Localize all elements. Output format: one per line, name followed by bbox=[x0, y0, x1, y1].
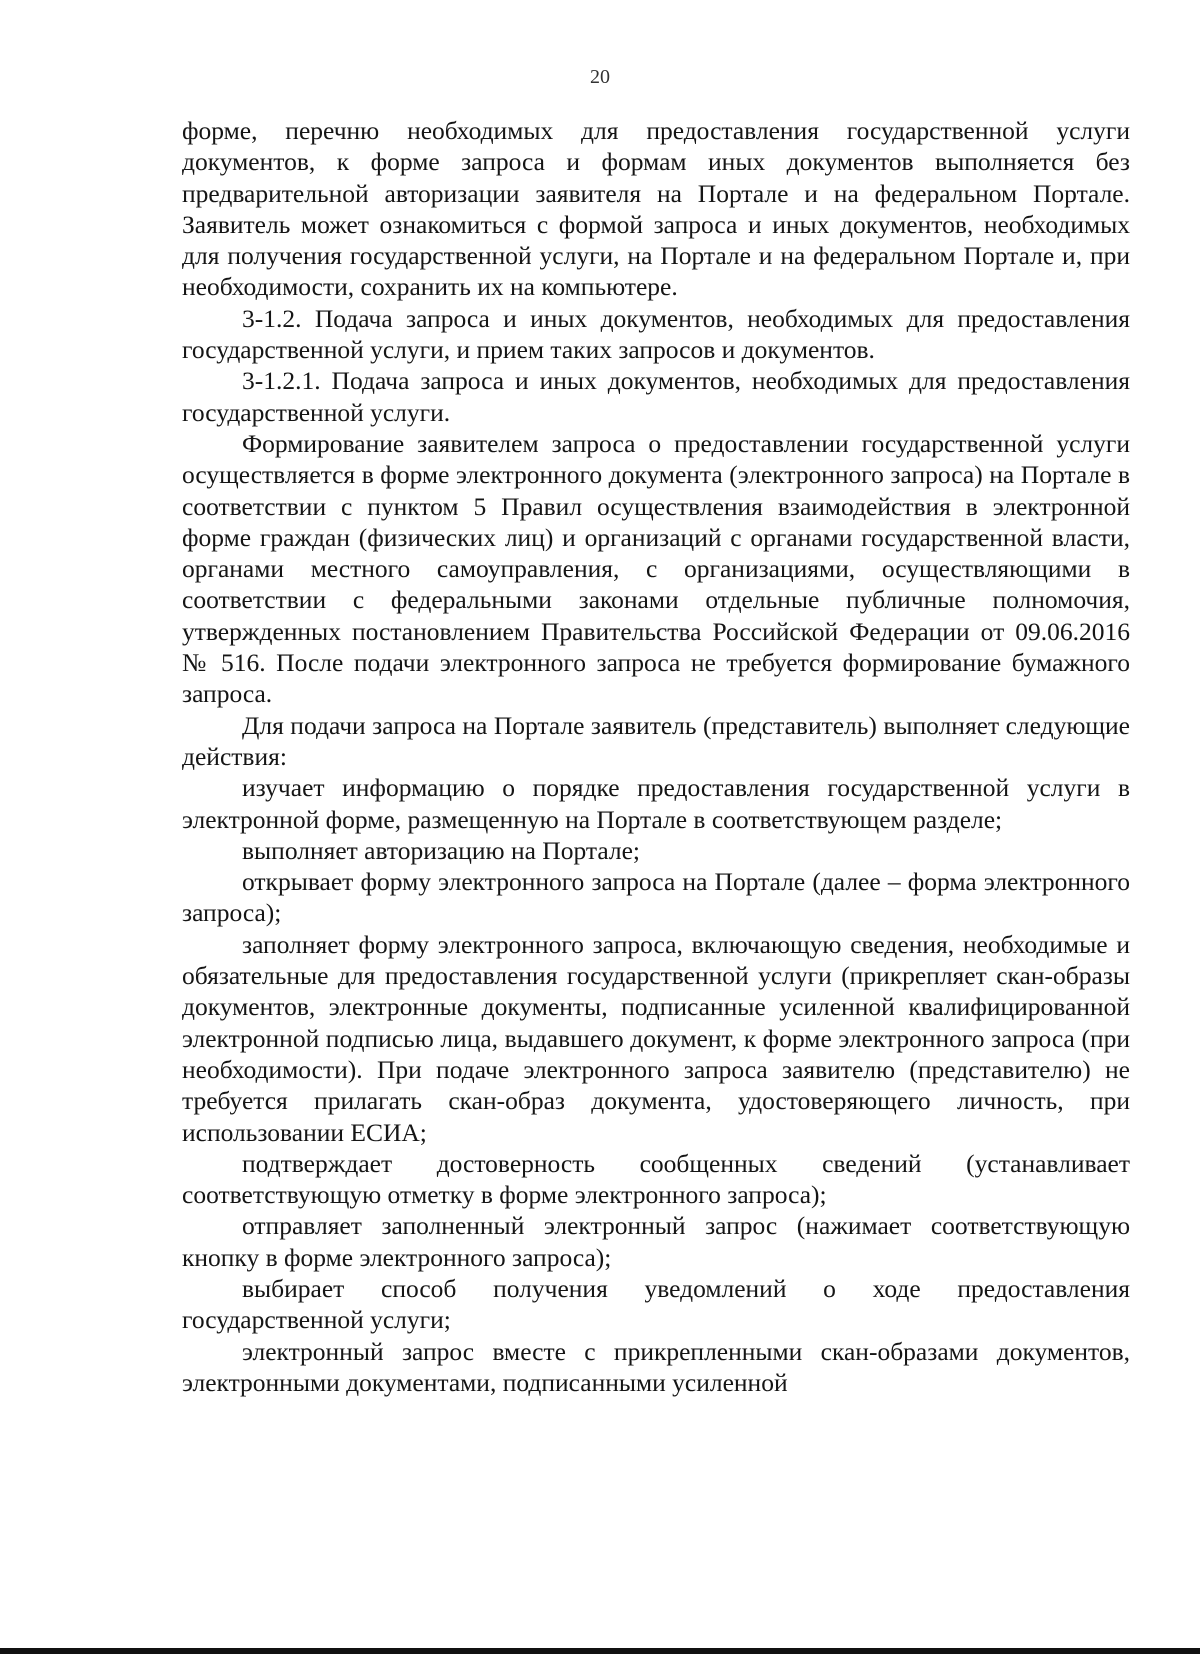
list-item-open-form: открывает форму электронного запроса на Портале (далее – форма электронного запроса); bbox=[182, 867, 1130, 928]
paragraph-section-3-1-2-1: 3-1.2.1. Подача запроса и иных документов, необходимых для предоставления государственной услуги. bbox=[182, 366, 1130, 427]
list-item-authorization: выполняет авторизацию на Портале; bbox=[242, 835, 641, 865]
list-item-request-attachments: электронный запрос вместе с прикрепленными скан-образами документов, электронными документами, подписанными усиленной bbox=[182, 1336, 1130, 1397]
paragraph-portal-forms: форме, перечню необходимых для предоставления государственной услуги документов, к форме запроса и формам иных документов выполняется без предварительной авторизации заявителя на Портале и на федеральном Портале. Заявитель может ознакомиться с формой запроса и иных документов, необходимых для получения государственной услуги, на Портале и на федеральном Портале и, при необходимости, сохранить их на компьютере. bbox=[182, 116, 1130, 302]
paragraph-electronic-request: Формирование заявителем запроса о предоставлении государственной услуги осуществляется в форме электронного документа (электронного запроса) на Портале в соответствии с пунктом 5 Правил осуществления взаимодействия в электронной форме граждан (физических лиц) и организаций с органами государственной власти, органами местного самоуправления, с организациями, осуществляющими в соответствии с федеральными законами отдельные публичные полномочия, утвержденных постановлением Правительства Российской Федерации от 09.06.2016 № 516. После подачи электронного запроса не требуется формирование бумажного запроса. bbox=[182, 428, 1130, 709]
list-item-send-request: отправляет заполненный электронный запрос (нажимает соответствующую кнопку в форме электронного запроса); bbox=[182, 1211, 1130, 1272]
list-item-notification-method: выбирает способ получения уведомлений о ходе предоставления государственной услуги; bbox=[182, 1273, 1130, 1335]
list-item-confirm-data: подтверждает достоверность сообщенных сведений (устанавливает соответствующую отметку в форме электронного запроса); bbox=[182, 1148, 1130, 1210]
paragraph-section-3-1-2: 3-1.2. Подача запроса и иных документов, необходимых для предоставления государственной услуги, и прием таких запросов и документов. bbox=[182, 303, 1130, 365]
paragraph-applicant-actions: Для подачи запроса на Портале заявитель (представитель) выполняет следующие действия: bbox=[182, 710, 1130, 771]
list-item-study-information: изучает информацию о порядке предоставления государственной услуги в электронной форме, размещенную на Портале в соответствующем разделе; bbox=[182, 773, 1130, 834]
page-number: 20 bbox=[590, 66, 610, 88]
document-body bbox=[182, 115, 1130, 1398]
scan-bottom-border bbox=[0, 1648, 1200, 1654]
list-item-fill-form: заполняет форму электронного запроса, включающую сведения, необходимые и обязательные для предоставления государственной услуги (прикрепляет скан-образы документов, электронные документы, подписанные усиленной квалифицированной электронной подписью лица, выдавшего документ, к форме электронного запроса (при необходимости). При подаче электронного запроса заявителю (представителю) не требуется прилагать скан-образ документа, удостоверяющего личность, при использовании ЕСИА; bbox=[182, 929, 1130, 1147]
